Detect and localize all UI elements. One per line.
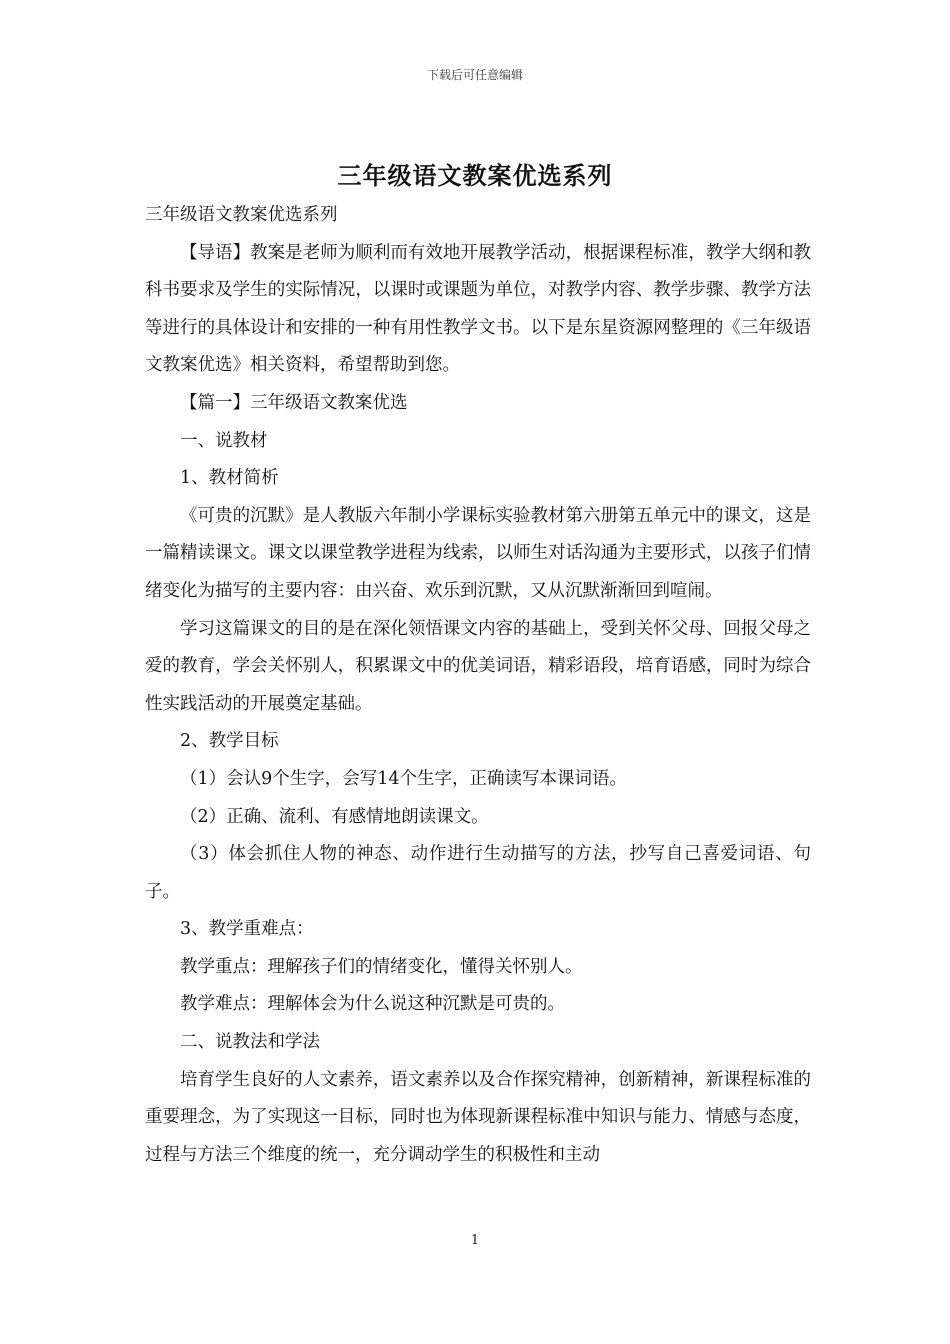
goal-item-1: （1）会认9个生字，会写14个生字，正确读写本课词语。 — [180, 768, 628, 789]
heading-key-points: 3、教学重难点： — [180, 919, 314, 940]
paragraph-material-analysis: 《可贵的沉默》是人教版六年制小学课标实验教材第六册第五单元中的课文，这是一篇精读课文。课文以课堂教学进程为线索，以师生对话沟通为主要形式，以孩子们情绪变化为描写的主要内容：由兴奋、欢乐到沉默，又从沉默渐渐回到喧闹。 — [145, 505, 811, 601]
key-point-focus: 教学重点：理解孩子们的情绪变化，懂得关怀别人。 — [180, 956, 583, 977]
paragraph-learning-purpose: 学习这篇课文的目的是在深化领悟课文内容的基础上，受到关怀父母、回报父母之爱的教育，学会关怀别人，积累课文中的优美词语，精彩语段，培育语感，同时为综合性实践活动的开展奠定基础。 — [145, 618, 811, 714]
document-title: 三年级语文教案优选系列 — [337, 161, 613, 190]
goal-item-3: （3）体会抓住人物的神态、动作进行生动描写的方法，抄写自己喜爱词语、句子。 — [145, 844, 811, 902]
heading-teaching-material: 一、说教材 — [180, 430, 268, 451]
document-body — [145, 197, 811, 1174]
heading-teaching-methods: 二、说教法和学法 — [180, 1032, 320, 1053]
intro-paragraph: 【导语】教案是老师为顺利而有效地开展教学活动，根据课程标准，教学大纲和教科书要求及学生的实际情况，以课时或课题为单位，对教学内容、教学步骤、教学方法等进行的具体设计和安排的一种有用性教学文书。以下是东星资源网整理的《三年级语文教案优选》相关资料，希望帮助到您。 — [145, 242, 811, 376]
page-number: 1 — [470, 1233, 480, 1248]
goal-item-2: （2）正确、流利、有感情地朗读课文。 — [180, 806, 489, 827]
key-point-difficulty: 教学难点：理解体会为什么说这种沉默是可贵的。 — [180, 994, 565, 1015]
paragraph-teaching-methods: 培育学生良好的人文素养，语文素养以及合作探究精神，创新精神，新课程标准的重要理念，为了实现这一目标，同时也为体现新课程标准中知识与能力、情感与态度，过程与方法三个维度的统一，充分调动学生的积极性和主动 — [145, 1069, 811, 1165]
page-header-note: 下载后可任意编辑 — [426, 68, 523, 82]
heading-teaching-goals: 2、教学目标 — [180, 731, 279, 752]
heading-material-analysis: 1、教材简析 — [180, 468, 279, 489]
subtitle-line: 三年级语文教案优选系列 — [145, 205, 338, 225]
section-heading-part-one: 【篇一】三年级语文教案优选 — [180, 392, 408, 413]
